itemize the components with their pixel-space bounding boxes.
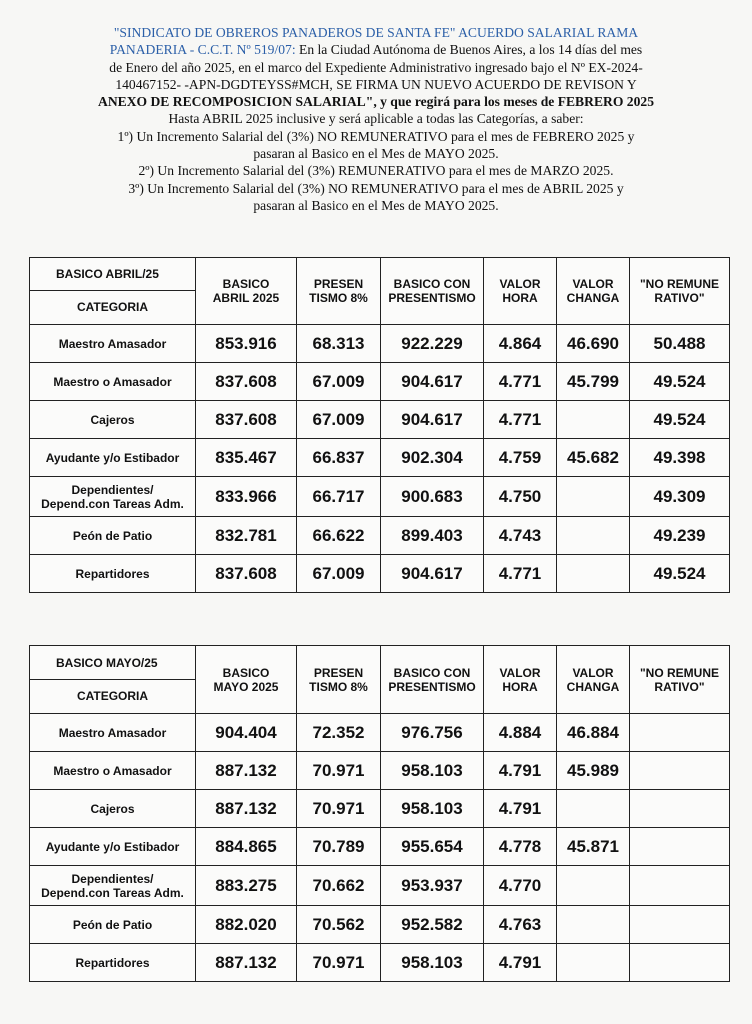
column-header <box>557 646 630 714</box>
value-cell: 49.524 <box>630 401 730 439</box>
value-cell: 904.617 <box>381 555 484 593</box>
header-line-1: "SINDICATO DE OBREROS PANADEROS DE SANTA FE" ACUERDO SALARIAL RAMA <box>113 25 639 40</box>
header-line-5-text: , y que regirá para los meses de FEBRERO 2025 <box>373 94 654 110</box>
value-cell: 832.781 <box>196 517 297 555</box>
value-cell: 70.789 <box>297 828 381 866</box>
value-cell: 70.971 <box>297 752 381 790</box>
category-name: Maestro o Amasador <box>53 374 172 389</box>
value-cell: 887.132 <box>196 944 297 982</box>
column-header-line: MAYO 2025 <box>213 679 279 694</box>
value-cell: 66.717 <box>297 477 381 517</box>
salary-table-abril <box>29 257 730 593</box>
column-header-line: VALOR <box>572 665 614 680</box>
category-cell <box>30 325 196 363</box>
column-header <box>484 258 557 325</box>
value-cell <box>630 866 730 906</box>
value-cell: 72.352 <box>297 714 381 752</box>
header-row <box>30 646 730 714</box>
column-header-line: PRESEN <box>313 277 364 291</box>
category-cell <box>30 866 196 906</box>
category-cell <box>30 790 196 828</box>
value-cell: 4.771 <box>484 555 557 593</box>
category-cell <box>30 555 196 593</box>
category-name: Ayudante y/o Estibador <box>45 450 180 465</box>
value-cell: 853.916 <box>196 325 297 363</box>
category-cell <box>30 714 196 752</box>
value-cell: 49.398 <box>630 439 730 477</box>
table-row <box>30 752 730 790</box>
value-cell: 45.871 <box>557 828 630 866</box>
value-cell: 882.020 <box>196 906 297 944</box>
column-header-line: PRESEN <box>313 665 364 680</box>
value-cell: 835.467 <box>196 439 297 477</box>
value-cell: 883.275 <box>196 866 297 906</box>
value-cell: 46.690 <box>557 325 630 363</box>
column-header-line: "NO REMUNE <box>639 665 720 680</box>
value-cell: 67.009 <box>297 555 381 593</box>
value-cell: 45.799 <box>557 363 630 401</box>
category-name: Depend.con Tareas Adm. <box>41 885 184 900</box>
value-cell: 4.750 <box>484 477 557 517</box>
column-header-line: VALOR <box>499 277 541 291</box>
header-line-5-bold: ANEXO DE RECOMPOSICION SALARIAL" <box>98 94 374 110</box>
value-cell: 904.617 <box>381 401 484 439</box>
column-header-line: BASICO CON <box>393 665 471 680</box>
value-cell: 922.229 <box>381 325 484 363</box>
value-cell: 50.488 <box>630 325 730 363</box>
value-cell: 899.403 <box>381 517 484 555</box>
header-line-2 <box>20 41 732 58</box>
category-name: Cajeros <box>90 412 135 427</box>
column-header-line: RATIVO" <box>654 291 705 305</box>
column-header <box>381 258 484 325</box>
agreement-header <box>20 24 732 214</box>
column-header-line: PRESENTISMO <box>388 679 476 694</box>
table-row <box>30 401 730 439</box>
value-cell: 833.966 <box>196 477 297 517</box>
value-cell: 70.971 <box>297 944 381 982</box>
category-header-cell <box>30 646 196 714</box>
value-cell: 46.884 <box>557 714 630 752</box>
value-cell <box>557 517 630 555</box>
value-cell: 4.771 <box>484 401 557 439</box>
value-cell <box>630 828 730 866</box>
value-cell: 955.654 <box>381 828 484 866</box>
value-cell: 68.313 <box>297 325 381 363</box>
value-cell: 4.884 <box>484 714 557 752</box>
header-line-9: 2º) Un Incremento Salarial del (3%) REMUNERATIVO para el mes de MARZO 2025. <box>138 163 614 179</box>
value-cell: 4.791 <box>484 790 557 828</box>
category-name: Dependientes/ <box>71 871 154 886</box>
value-cell <box>630 790 730 828</box>
table-row <box>30 325 730 363</box>
value-cell: 837.608 <box>196 363 297 401</box>
column-header-line: VALOR <box>572 277 614 291</box>
column-header-line: BASICO <box>222 277 270 291</box>
value-cell: 49.524 <box>630 363 730 401</box>
header-line-6: Hasta ABRIL 2025 inclusive y será aplicable a todas las Categorías, a saber: <box>168 111 584 127</box>
category-name: Repartidores <box>75 566 150 581</box>
value-cell: 49.309 <box>630 477 730 517</box>
value-cell: 4.791 <box>484 944 557 982</box>
table-row <box>30 828 730 866</box>
table-row <box>30 866 730 906</box>
category-name: Peón de Patio <box>72 917 153 932</box>
value-cell: 49.239 <box>630 517 730 555</box>
category-cell <box>30 828 196 866</box>
value-cell <box>630 906 730 944</box>
category-cell <box>30 439 196 477</box>
header-line-8: pasaran al Basico en el Mes de MAYO 2025. <box>253 146 499 162</box>
value-cell: 4.771 <box>484 363 557 401</box>
value-cell: 837.608 <box>196 401 297 439</box>
category-name: Maestro o Amasador <box>53 763 172 778</box>
category-name: Dependientes/ <box>71 482 154 497</box>
category-name: Peón de Patio <box>72 528 153 543</box>
value-cell <box>630 752 730 790</box>
value-cell <box>557 866 630 906</box>
category-name: Repartidores <box>75 955 150 970</box>
column-header-line: RATIVO" <box>654 679 705 694</box>
header-line-7: 1º) Un Incremento Salarial del (3%) NO REMUNERATIVO para el mes de FEBRERO 2025 y <box>117 128 635 144</box>
value-cell <box>557 401 630 439</box>
column-header-line: BASICO CON <box>393 277 471 291</box>
value-cell: 70.971 <box>297 790 381 828</box>
category-name: Ayudante y/o Estibador <box>45 839 180 854</box>
table-row <box>30 477 730 517</box>
value-cell: 70.662 <box>297 866 381 906</box>
column-header-line: VALOR <box>499 665 541 680</box>
value-cell: 67.009 <box>297 363 381 401</box>
header-line-4: 140467152- -APN-DGDTEYSS#MCH, SE FIRMA UN NUEVO ACUERDO DE REVISON Y <box>115 76 637 92</box>
column-header-line: TISMO 8% <box>309 679 368 694</box>
value-cell: 45.682 <box>557 439 630 477</box>
value-cell: 49.524 <box>630 555 730 593</box>
value-cell: 976.756 <box>381 714 484 752</box>
category-cell <box>30 517 196 555</box>
value-cell <box>630 944 730 982</box>
category-cell <box>30 752 196 790</box>
category-name: Cajeros <box>90 801 135 816</box>
table-row <box>30 714 730 752</box>
column-header <box>484 646 557 714</box>
category-label: CATEGORIA <box>76 688 149 703</box>
value-cell: 4.778 <box>484 828 557 866</box>
column-header-line: BASICO <box>222 665 270 680</box>
column-header <box>630 646 730 714</box>
value-cell: 958.103 <box>381 752 484 790</box>
column-header-line: "NO REMUNE <box>639 277 720 291</box>
column-header <box>196 646 297 714</box>
column-header-line: HORA <box>502 291 538 305</box>
value-cell: 66.837 <box>297 439 381 477</box>
column-header-line: CHANGA <box>566 679 620 694</box>
category-cell <box>30 944 196 982</box>
value-cell: 4.864 <box>484 325 557 363</box>
value-cell <box>557 790 630 828</box>
value-cell: 958.103 <box>381 944 484 982</box>
column-header <box>297 258 381 325</box>
column-header <box>297 646 381 714</box>
column-header <box>630 258 730 325</box>
value-cell: 952.582 <box>381 906 484 944</box>
value-cell: 4.759 <box>484 439 557 477</box>
value-cell: 904.404 <box>196 714 297 752</box>
header-line-10: 3º) Un Incremento Salarial del (3%) NO REMUNERATIVO para el mes de ABRIL 2025 y <box>128 180 624 196</box>
table-period-label: BASICO MAYO/25 <box>30 647 195 680</box>
table-row <box>30 555 730 593</box>
column-header-line: TISMO 8% <box>309 291 368 305</box>
value-cell: 902.304 <box>381 439 484 477</box>
table-row <box>30 363 730 401</box>
value-cell <box>557 944 630 982</box>
value-cell: 4.770 <box>484 866 557 906</box>
column-header-line: PRESENTISMO <box>388 291 476 305</box>
column-header-line: HORA <box>502 679 538 694</box>
header-line-2-text: En la Ciudad Autónoma de Buenos Aires, a los 14 días del mes <box>295 42 643 58</box>
header-line-2-union: PANADERIA - C.C.T. Nº 519/07: <box>109 42 296 58</box>
salary-table-mayo <box>29 645 730 982</box>
header-line-11: pasaran al Basico en el Mes de MAYO 2025. <box>253 197 499 213</box>
value-cell: 958.103 <box>381 790 484 828</box>
value-cell: 953.937 <box>381 866 484 906</box>
table-row <box>30 790 730 828</box>
category-cell <box>30 363 196 401</box>
category-cell <box>30 477 196 517</box>
table-row <box>30 906 730 944</box>
table-period-label: BASICO ABRIL/25 <box>30 258 195 291</box>
category-name: Maestro Amasador <box>58 336 167 351</box>
header-line-5 <box>20 93 732 110</box>
value-cell: 70.562 <box>297 906 381 944</box>
value-cell: 4.791 <box>484 752 557 790</box>
value-cell: 884.865 <box>196 828 297 866</box>
category-name: Depend.con Tareas Adm. <box>41 496 184 511</box>
header-line-3: de Enero del año 2025, en el marco del Expediente Administrativo ingresado bajo el Nº EX-2024- <box>109 59 643 75</box>
header-row <box>30 258 730 325</box>
value-cell: 837.608 <box>196 555 297 593</box>
column-header <box>557 258 630 325</box>
category-cell <box>30 401 196 439</box>
value-cell: 887.132 <box>196 752 297 790</box>
value-cell: 900.683 <box>381 477 484 517</box>
value-cell <box>557 906 630 944</box>
category-cell <box>30 906 196 944</box>
table-row <box>30 439 730 477</box>
value-cell: 887.132 <box>196 790 297 828</box>
value-cell: 66.622 <box>297 517 381 555</box>
category-header-cell <box>30 258 196 325</box>
value-cell <box>630 714 730 752</box>
column-header <box>196 258 297 325</box>
value-cell <box>557 555 630 593</box>
column-header-line: CHANGA <box>566 291 620 305</box>
table-row <box>30 517 730 555</box>
category-name: Maestro Amasador <box>58 725 167 740</box>
category-label: CATEGORIA <box>76 300 149 314</box>
value-cell: 904.617 <box>381 363 484 401</box>
value-cell <box>557 477 630 517</box>
column-header <box>381 646 484 714</box>
value-cell: 67.009 <box>297 401 381 439</box>
value-cell: 4.743 <box>484 517 557 555</box>
table-row <box>30 944 730 982</box>
value-cell: 45.989 <box>557 752 630 790</box>
column-header-line: ABRIL 2025 <box>212 291 280 305</box>
value-cell: 4.763 <box>484 906 557 944</box>
